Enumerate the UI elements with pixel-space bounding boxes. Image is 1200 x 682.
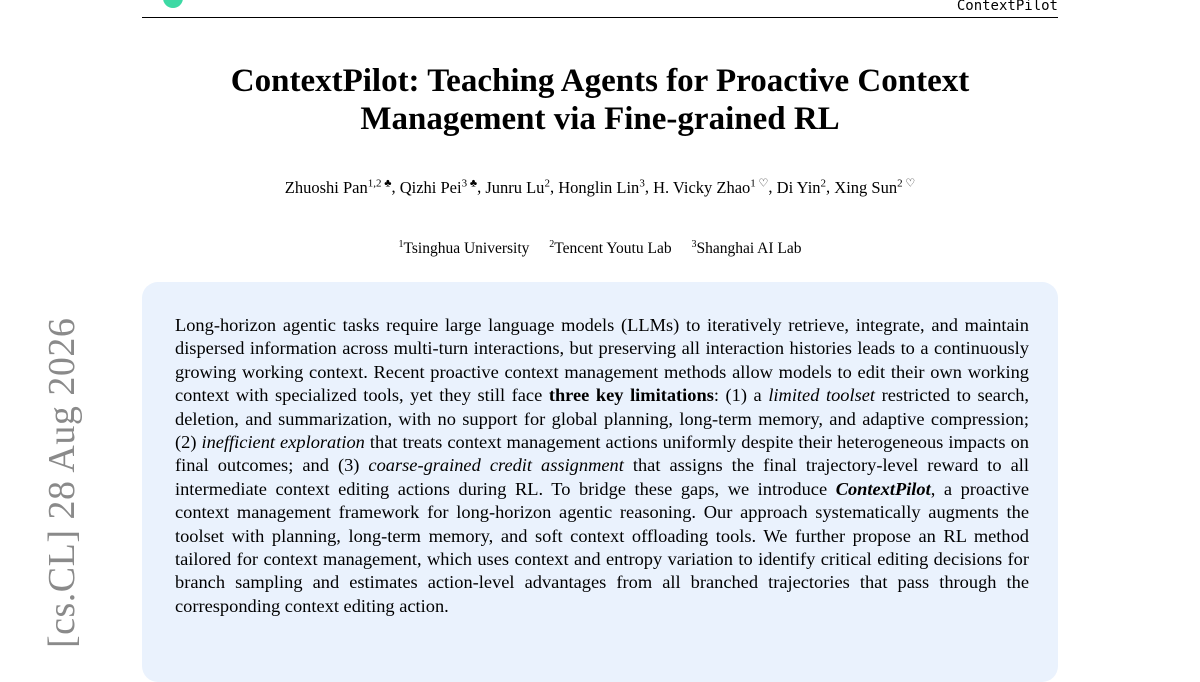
affiliation: $^2$Tencent Youtu Lab xyxy=(549,239,672,258)
author: Xing Sun$^{2 ♡}$ xyxy=(834,177,916,197)
author: Qizhi Pei$^{3 ♣}$ xyxy=(399,177,478,197)
affiliation: $^1$Tsinghua University xyxy=(398,239,530,258)
arxiv-side-stamp: [cs.CL] 28 Aug 2026 xyxy=(41,317,83,648)
paper-title: ContextPilot: Teaching Agents for Proactive Context Management via Fine-grained RL xyxy=(230,63,970,137)
running-header: ContextPilot xyxy=(956,0,1058,14)
author: Di Yin$^2$ xyxy=(776,177,827,197)
logo-icon xyxy=(163,0,183,8)
affiliation: $^3$Shanghai AI Lab xyxy=(691,239,802,258)
author: Zhuoshi Pan$^{1,2 ♣}$ xyxy=(284,177,392,197)
author: Honglin Lin$^3$ xyxy=(558,177,645,197)
author: Junru Lu$^2$ xyxy=(485,177,550,197)
author-list: Zhuoshi Pan$^{1,2 ♣}$, Qizhi Pei$^{3 ♣}$, Junru Lu$^2$, Honglin Lin$^3$, H. Vicky Zhao$^{1 ♡}$, Di Yin$^2$, Xing Sun$^{2 ♡}$ xyxy=(284,177,916,197)
header-rule xyxy=(142,17,1058,18)
author: H. Vicky Zhao$^{1 ♡}$ xyxy=(653,177,769,197)
abstract-text: Long-horizon agentic tasks require large language models (LLMs) to iteratively retrieve, integrate, and maintain dispersed information across multi-turn interactions, but preserving all interaction histories leads to a continuously growing working context. Recent proactive context management methods allow models to edit their own working context with specialized tools, yet they still face three key limitations: (1) a limited toolset restricted to search, deletion, and summarization, with no support for global planning, long-term memory, and adaptive compression; (2) inefficient exploration that treats context management actions uniformly despite their heterogeneous impacts on final outcomes; and (3) coarse-grained credit assignment that assigns the final trajectory-level reward to all intermediate context editing actions during RL. To bridge these gaps, we introduce ContextPilot, a proactive context management framework for long-horizon agentic reasoning. Our approach systematically augments the toolset with planning, long-term memory, and soft context offloading tools. We further propose an RL method tailored for context management, which uses context and entropy variation to identify critical editing decisions for branch sampling and estimates action-level advantages from all branched trajectories that pass through the corresponding context editing action. xyxy=(175,315,1030,616)
affiliation-list xyxy=(142,239,1058,258)
